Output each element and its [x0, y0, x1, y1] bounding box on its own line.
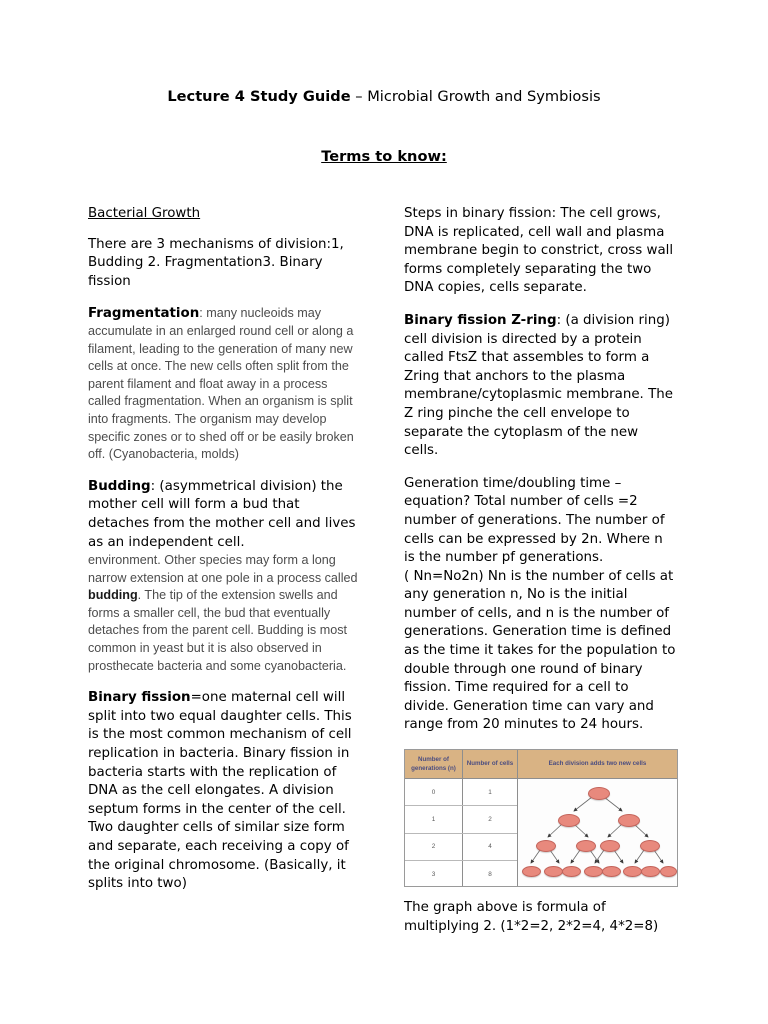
budding-secondary-a: environment. Other species may form a long narrow extension at one pole in a process called	[88, 553, 358, 585]
figure-header-generations: Number of generations (n)	[405, 750, 463, 778]
cell-oval-gen2	[576, 840, 596, 852]
section-heading-bacterial-growth	[88, 205, 360, 224]
cell-generations: 0	[405, 779, 463, 805]
paragraph-budding-secondary	[88, 552, 360, 675]
right-column	[404, 205, 676, 936]
paragraph-generation-time-2: ( Nn=No2n) Nn is the number of cells at any generation n, No is the initial number of cells, and n is the number of generations. Generation time is defined as the time it takes for the population to double through one round of binary fission. Time required for a cell to divide. Generation time can vary and range from 20 minutes to 24 hours.	[404, 568, 676, 733]
cell-oval-gen3	[544, 866, 563, 877]
cell-generations: 2	[405, 834, 463, 860]
paragraph-z-ring	[404, 312, 676, 461]
page-title-rest: – Microbial Growth and Symbiosis	[350, 88, 601, 105]
table-row	[405, 806, 517, 833]
cell-oval-gen2	[640, 840, 660, 852]
paragraph-fragmentation	[88, 305, 360, 463]
page-title	[0, 88, 768, 106]
figure-header-cells: Number of cells	[463, 750, 518, 778]
cell-oval-gen0	[588, 787, 610, 800]
term-z-ring-colon: :	[556, 312, 566, 328]
budding-secondary-bold: budding	[88, 588, 138, 603]
paragraph-generation-time: Generation time/doubling time – equation? Total number of cells =2 number of generations. The number of cells can be expressed by 2n. Where n is the number pf generations.	[404, 475, 665, 566]
left-column	[88, 205, 360, 908]
cell-oval-gen3	[660, 866, 677, 877]
budding-secondary-b: . The tip of the extension swells and forms a smaller cell, the bud that eventually detaches from the parent cell. Budding is most common in yeast but it is also observed in prosthecate bacteria and some cyanobacteria.	[88, 588, 348, 673]
term-budding-body-primary: (asymmetrical division) the mother cell will form a bud that detaches from the mother cell and lives as an independent cell.	[88, 478, 356, 550]
term-budding-colon: :	[150, 478, 160, 494]
cell-oval-gen3	[522, 866, 541, 877]
paragraph-steps-binary-fission: Steps in binary fission: The cell grows, DNA is replicated, cell wall and plasma membrane begin to constrict, cross wall forms completely separating the two DNA copies, cells separate.	[404, 206, 674, 296]
cell-oval-gen1	[558, 814, 580, 827]
term-fragmentation-colon: :	[199, 306, 207, 321]
table-row	[405, 861, 517, 887]
term-z-ring-body: (a division ring) cell division is directed by a protein called FtsZ that assembles to form a Zring that anchors to the plasma membrane/cytoplasmic membrane. The Z ring pinche the cell envelope to separate the cytoplasm of the new cells.	[404, 312, 673, 459]
cell-oval-gen3	[584, 866, 603, 877]
paragraph-binary-fission	[88, 689, 360, 894]
page-title-strong: Lecture 4 Study Guide	[167, 88, 351, 105]
cell-oval-gen2	[600, 840, 620, 852]
binary-fission-figure	[404, 749, 678, 887]
paragraph-budding-primary	[88, 478, 360, 552]
cell-count: 4	[488, 843, 492, 851]
cell-count: 1	[488, 788, 492, 796]
division-arrows	[531, 797, 663, 863]
terms-subheading	[0, 148, 768, 165]
term-binary-fission-label: Binary fission	[88, 690, 191, 706]
cell-count: 8	[488, 870, 492, 878]
paragraph-mechanisms: There are 3 mechanisms of division:1, Budding 2. Fragmentation3. Binary fission	[88, 236, 344, 289]
section-heading-text: Bacterial Growth	[88, 206, 201, 221]
table-row	[405, 779, 517, 806]
cell-generations: 3	[405, 861, 463, 887]
term-budding-label: Budding	[88, 478, 151, 494]
cell-oval-gen3	[623, 866, 642, 877]
cell-generations: 1	[405, 806, 463, 832]
term-fragmentation-label: Fragmentation	[88, 306, 200, 322]
figure-table-header	[405, 750, 677, 779]
cell-oval-gen2	[536, 840, 556, 852]
figure-body	[405, 779, 677, 887]
terms-subheading-text: Terms to know:	[321, 148, 447, 165]
term-fragmentation-body: many nucleoids may accumulate in an enlarged round cell or along a filament, leading to the generation of many new cells at once. The new cells often split from the parent filament and float away in a process called fragmentation. When an organism is split into fragments. The organism may develop specific zones or to shed off or be easily broken off. (Cyanobacteria, molds)	[88, 306, 354, 462]
term-binary-fission-body: =one maternal cell will split into two equal daughter cells. This is the most common mechanism of cell replication in bacteria. Binary fission in bacteria starts with the replication of DNA as the cell elongates. A division septum forms in the center of the cell. Two daughter cells of similar size form and separate, each receiving a copy of the original chromosome. (Basically, it splits into two)	[88, 690, 352, 892]
cell-oval-gen1	[618, 814, 640, 827]
table-row	[405, 834, 517, 861]
cell-division-tree-diagram	[518, 779, 677, 887]
cell-oval-gen3	[641, 866, 660, 877]
cell-oval-gen3	[562, 866, 581, 877]
figure-header-diagram: Each division adds two new cells	[548, 760, 647, 768]
cell-oval-gen3	[602, 866, 621, 877]
figure-table	[405, 779, 518, 887]
cell-count: 2	[488, 815, 492, 823]
figure-caption: The graph above is formula of multiplying 2. (1*2=2, 2*2=4, 4*2=8)	[404, 900, 659, 934]
term-z-ring-label: Binary fission Z-ring	[404, 312, 557, 328]
